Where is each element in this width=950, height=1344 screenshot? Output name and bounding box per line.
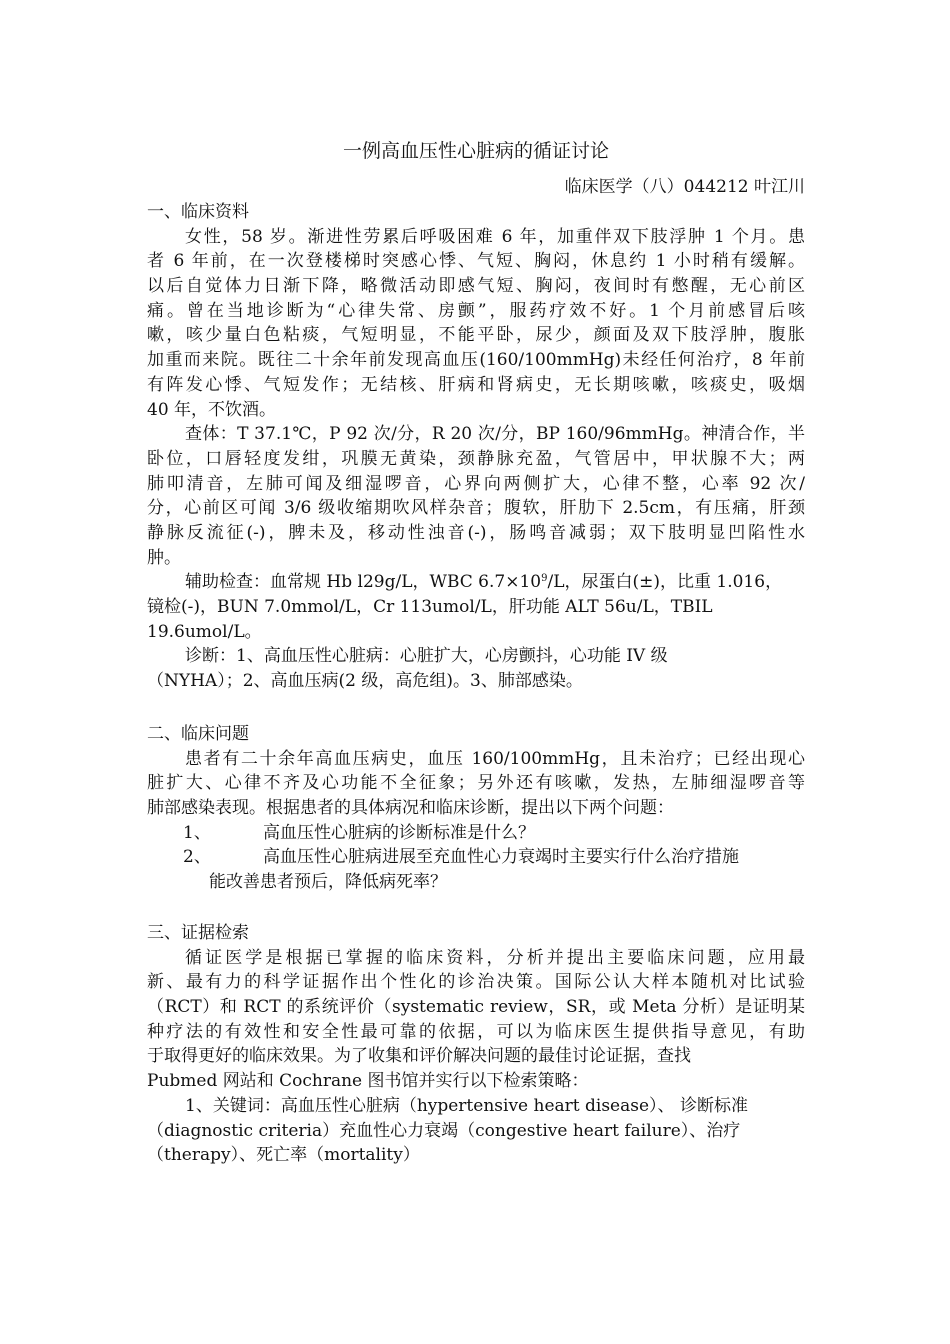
- text-line: 痛。曾在当地诊断为“心律失常、房颤”，服药疗效不好。1 个月前感冒后咳: [147, 300, 805, 321]
- text-line: （diagnostic criteria）充血性心力衰竭（congestive heart failure）、治疗: [147, 1120, 741, 1141]
- superscript: 9: [541, 573, 548, 585]
- text-line: （therapy）、死亡率（mortality）: [147, 1145, 420, 1166]
- text-line: 肺叩清音，左肺可闻及细湿啰音，心界向两侧扩大，心律不整，心率 92 次/: [147, 473, 805, 494]
- text-line: （NYHA）；2、高血压病(2 级，高危组)。3、肺部感染。: [147, 671, 583, 692]
- question-text-continued: 能改善患者预后，降低病死率？: [209, 872, 447, 893]
- section-clinical-questions: [147, 722, 805, 895]
- text-line: 者 6 年前，在一次登楼梯时突感心悸、气短、胸闷，休息约 1 小时稍有缓解。: [147, 251, 805, 272]
- section-evidence-search: [147, 921, 805, 1168]
- text-line: 肺部感染表现。根据患者的具体病况和临床诊断，提出以下两个问题：: [147, 798, 674, 819]
- question-text: 高血压性心脏病进展至充血性心力衰竭时主要实行什么治疗措施: [263, 847, 739, 868]
- text-line: 肿。: [147, 547, 181, 568]
- paragraph-history: [147, 225, 805, 423]
- text-line: 镜检(-)，BUN 7.0mmol/L，Cr 113umol/L，肝功能 ALT 56u/L，TBIL: [147, 597, 713, 617]
- text-line: （RCT）和 RCT 的系统评价（systematic review，SR，或 Meta 分析）是证明某: [147, 997, 805, 1018]
- section-heading: 三、证据检索: [147, 923, 249, 943]
- text-segment: 辅助检查：血常规 Hb l29g/L，WBC 6.7×10: [185, 572, 542, 593]
- section-heading: 一、临床资料: [147, 202, 249, 222]
- text-line: 诊断：1、高血压性心脏病：心脏扩大，心房颤抖，心功能 IV 级: [185, 646, 668, 667]
- text-line: 于取得更好的临床效果。为了收集和评价解决问题的最佳讨论证据，查找: [147, 1046, 691, 1067]
- text-line: 分，心前区可闻 3/6 级收缩期吹风样杂音；腹软，肝肋下 2.5cm，有压痛，肝颈: [147, 498, 805, 519]
- text-line: [147, 570, 805, 595]
- text-line: 静脉反流征(-)，脾未及，移动性浊音(-)，肠鸣音减弱；双下肢明显凹陷性水: [147, 522, 805, 543]
- text-line: 循证医学是根据已掌握的临床资料，分析并提出主要临床问题，应用最: [185, 947, 805, 968]
- document-title: 一例高血压性心脏病的循证讨论: [342, 140, 609, 162]
- text-line: 加重而来院。既往二十余年前发现高血压(160/100mmHg)未经任何治疗，8 年前: [147, 350, 805, 371]
- question-item-2: [147, 845, 805, 870]
- text-line: Pubmed 网站和 Cochrane 图书馆并实行以下检索策略：: [147, 1071, 589, 1092]
- text-line: 女性，58 岁。渐进性劳累后呼吸困难 6 年，加重伴双下肢浮肿 1 个月。患: [185, 226, 805, 247]
- text-line: 嗽，咳少量白色粘痰，气短明显，不能平卧，尿少，颜面及双下肢浮肿，腹胀: [147, 325, 805, 346]
- text-line: 患者有二十余年高血压病史，血压 160/100mmHg，且未治疗；已经出现心: [185, 748, 805, 769]
- list-number: 2、: [183, 847, 211, 868]
- list-number: 1、: [183, 822, 211, 843]
- text-line: 19.6umol/L。: [147, 621, 262, 642]
- question-item-1: [147, 821, 805, 846]
- paragraph-physical-exam: [147, 422, 805, 570]
- text-line: 脏扩大、心律不齐及心功能不全征象；另外还有咳嗽，发热，左肺细湿啰音等: [147, 773, 805, 794]
- text-line: 1、关键词：高血压性心脏病（hypertensive heart disease）、 诊断标准: [185, 1095, 748, 1116]
- paragraph-lab-tests: [147, 570, 805, 644]
- text-line: 以后自觉体力日渐下降，略微活动即感气短、胸闷，夜间时有憋醒，无心前区: [147, 276, 805, 297]
- text-segment: /L，尿蛋白(±)，比重 1.016，: [547, 572, 783, 593]
- question-text: 高血压性心脏病的诊断标准是什么？: [263, 822, 535, 843]
- text-line: 种疗法的有效性和安全性最可靠的依据，可以为临床医生提供指导意见，有助: [147, 1021, 805, 1042]
- author-line: 临床医学（八）044212 叶江川: [564, 177, 805, 197]
- text-line: 40 年，不饮酒。: [147, 399, 277, 420]
- text-line: 有阵发心悸、气短发作；无结核、肝病和肾病史，无长期咳嗽，咳痰史，吸烟: [147, 374, 805, 395]
- section-heading: 二、临床问题: [147, 724, 249, 744]
- text-line: 查体：T 37.1℃，P 92 次/分，R 20 次/分，BP 160/96mmHg。神清合作，半: [185, 424, 805, 445]
- text-line: 卧位，口唇轻度发绀，巩膜无黄染，颈静脉充盈，气管居中，甲状腺不大；两: [147, 448, 805, 469]
- paragraph-diagnosis: [147, 644, 805, 693]
- text-line: 新、最有力的科学证据作出个性化的诊治决策。国际公认大样本随机对比试验: [147, 972, 805, 993]
- section-clinical-data: [147, 200, 805, 694]
